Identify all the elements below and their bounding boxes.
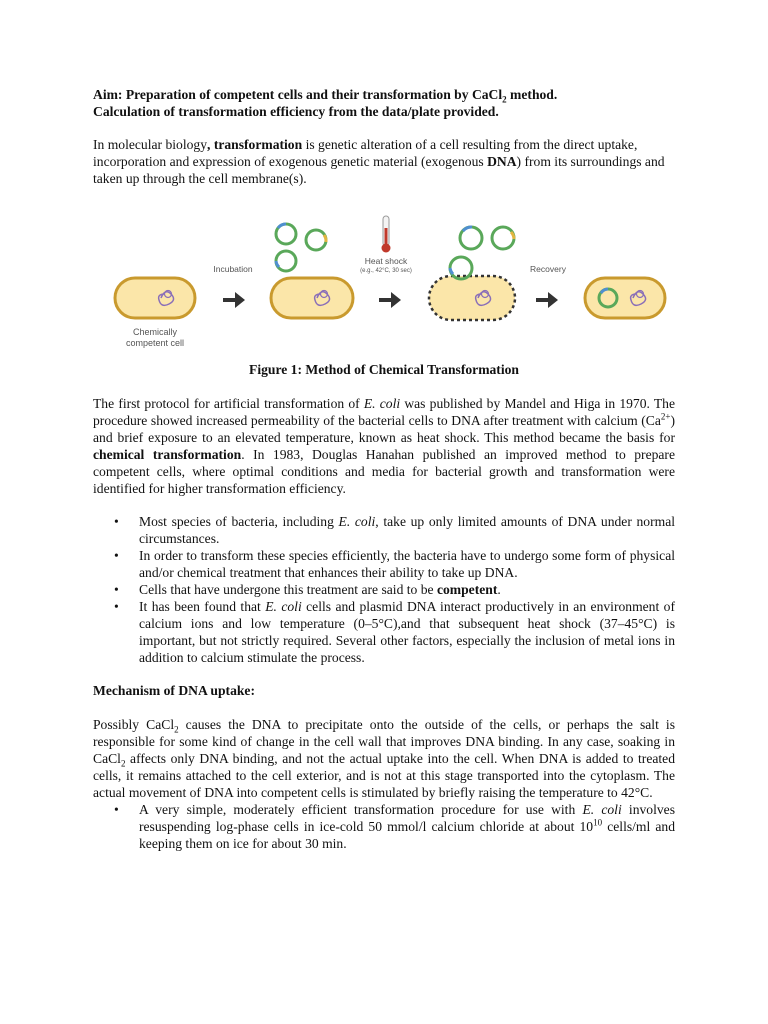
arrow-incubation [223, 292, 245, 308]
transformation-diagram [93, 206, 675, 348]
list-item: • Most species of bacteria, including E. coli, take up only limited amounts of DNA under normal circumstances. [114, 514, 675, 546]
history-paragraph: The first protocol for artificial transformation of E. coli was published by Mandel and Higa in 1970. The procedure showed increased permeability of the bacterial cells to DNA after treatment with calcium $(Ca^{2+})$ and brief exposure to an elevated temperature, known as heat shock. This method became the basis for chemical transformation. In 1983, Douglas Hanahan published an improved method to prepare competent cells, where optimal conditions and media for bacterial growth and transformation were identified for higher transformation efficiency. [93, 396, 675, 496]
label-heatshock: Heat shock [364, 256, 408, 266]
list-item: • A very simple, moderately efficient transformation procedure for use with E. coli involves resuspending log-phase cells in ice-cold 50 mmol/l calcium chloride at about $10^{10}$ cells/ml and keeping them on ice for about 30 min. [114, 802, 675, 851]
intro-paragraph: In molecular biology, transformation is genetic alteration of a cell resulting from the direct uptake, incorporation and expression of exogenous genetic material (exogenous DNA) from its surroundings and taken up through the cell membrane(s). [93, 137, 665, 186]
mechanism-list [93, 801, 675, 852]
mechanism-heading: Mechanism of DNA uptake: [93, 683, 255, 698]
mechanism-paragraph: Possibly CaCl$_2$ causes the DNA to precipitate onto the outside of the cells, or perhaps the salt is responsible for some kind of change in the cell wall that improves DNA binding. In any case, soaking in CaCl$_2$ affects only DNA binding, and not the actual uptake into the cell. When DNA is added to treated cells, it remains attached to the cell exterior, and is not at this stage transported into the cytoplasm. The actual movement of DNA into competent cells is stimulated by briefly raising the temperature to 42°C. [93, 717, 675, 800]
label-competent-2: competent cell [125, 338, 185, 348]
aim-line-1: Aim: Preparation of competent cells and their transformation by CaCl$_2$ method. [93, 87, 558, 105]
label-recovery: Recovery [530, 264, 566, 274]
competent-cell-2 [271, 278, 353, 318]
facts-list [93, 513, 675, 666]
aim-line-2: Calculation of transformation efficiency from the data/plate provided. [93, 104, 499, 119]
arrow-recovery [536, 292, 558, 308]
label-competent-1: Chemically [132, 327, 178, 337]
document-page [93, 86, 675, 852]
arrow-heatshock [379, 292, 401, 308]
competent-cell-3 [429, 276, 515, 320]
label-heatshock-detail: (e.g., 42°C, 30 sec) [360, 268, 412, 274]
competent-cell-1 [115, 278, 195, 318]
transformation-figure [93, 206, 675, 348]
list-item: • It has been found that E. coli cells and plasmid DNA interact productively in an environment of calcium ions and low temperature (0–5°C),and that subsequent heat shock (37–45°C) is important, but not strictly required. Several other factors, especially the inclusion of metal ions in addition to calcium stimulate the process. [114, 599, 675, 665]
label-incubation: Incubation [213, 264, 253, 274]
figure-caption: Figure 1: Method of Chemical Transformation [249, 362, 519, 377]
thermometer-icon [382, 216, 391, 253]
plasmids-cluster-1 [276, 224, 326, 271]
list-item: • In order to transform these species efficiently, the bacteria have to undergo some form of physical and/or chemical treatment that enhances their ability to take up DNA. [114, 548, 675, 580]
list-item: • Cells that have undergone this treatment are said to be competent. [114, 582, 501, 597]
transformed-cell [585, 278, 665, 318]
plasmids-cluster-2 [450, 227, 514, 279]
